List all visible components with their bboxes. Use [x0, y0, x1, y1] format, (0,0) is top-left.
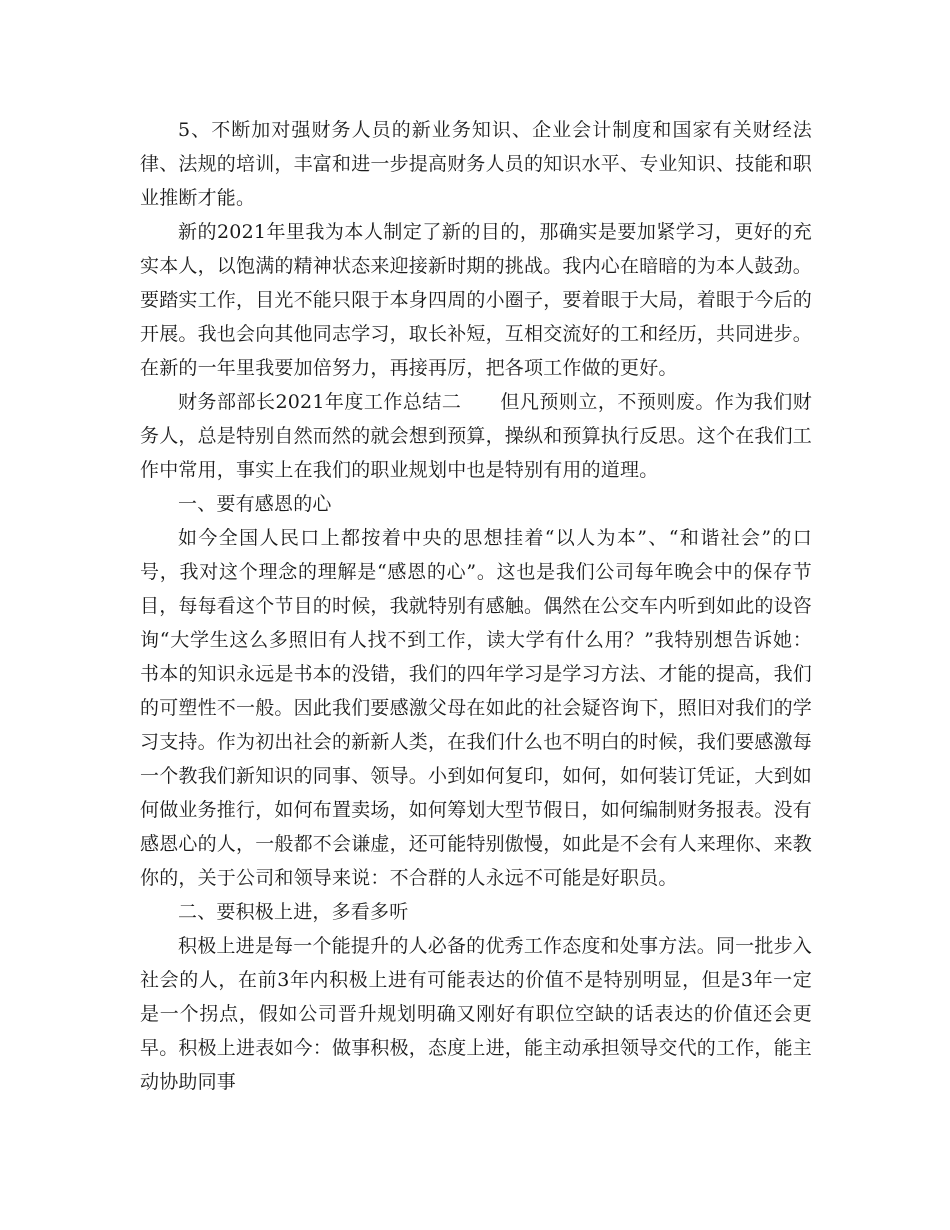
section-heading-gratitude: 一、要有感恩的心 [178, 493, 332, 515]
paragraph-training: 5、不断加对强财务人员的新业务知识、企业会计制度和国家有关财经法律、法规的培训，丰富和进一步提高财务人员的知识水平、专业知识、技能和职业推断才能。 [140, 119, 813, 209]
paragraph-new-year-goals: 新的2021年里我为本人制定了新的目的，那确实是要加紧学习，更好的充实本人，以饱满的精神状态来迎接新时期的挑战。我内心在暗暗的为本人鼓劲。要踏实工作，目光不能只限于本身四周的小圈子，要着眼于大局，着眼于今后的开展。我也会向其他同志学习，取长补短，互相交流好的工和经历，共同进步。在新的一年里我要加倍努力，再接再厉，把各项工作做的更好。 [140, 221, 813, 379]
paragraph-gratitude: 如今全国人民口上都按着中央的思想挂着“以人为本”、“和谐社会”的口号，我对这个理念的理解是“感恩的心”。这也是我们公司每年晚会中的保存节目，每每看这个节目的时候，我就特别有感触。偶然在公交车内听到如此的设咨询“大学生这么多照旧有人找不到工作，读大学有什么用？”我特别想告诉她：书本的知识永远是书本的没错，我们的四年学习是学习方法、才能的提高，我们的可塑性不一般。因此我们要感激父母在如此的社会疑咨询下，照旧对我们的学习支持。作为初出社会的新新人类，在我们什么也不明白的时候，我们要感激每一个教我们新知识的同事、领导。小到如何复印，如何，如何装订凭证，大到如何做业务推行，如何布置卖场，如何筹划大型节假日，如何编制财务报表。没有感恩心的人，一般都不会谦虚，还可能特别傲慢，如此是不会有人来理你、来教你的，关于公司和领导来说：不合群的人永远不可能是好职员。 [140, 527, 813, 889]
paragraph-progress: 积极上进是每一个能提升的人必备的优秀工作态度和处事方法。同一批步入社会的人，在前3年内积极上进有可能表达的价值不是特别明显，但是3年一定是一个拐点，假如公司晋升规划明确又刚好有职位空缺的话表达的价值还会更早。积极上进表如今：做事积极，态度上进，能主动承担领导交代的工作，能主动协助同事 [140, 935, 813, 1093]
paragraph-summary-two-intro: 财务部部长2021年度工作总结二 但凡预则立，不预则废。作为我们财务人，总是特别自然而然的就会想到预算，操纵和预算执行反思。这个在我们工作中常用，事实上在我们的职业规划中也是特别有用的道理。 [140, 391, 813, 481]
document-body [140, 113, 812, 1099]
section-heading-progress: 二、要积极上进，多看多听 [178, 901, 409, 923]
